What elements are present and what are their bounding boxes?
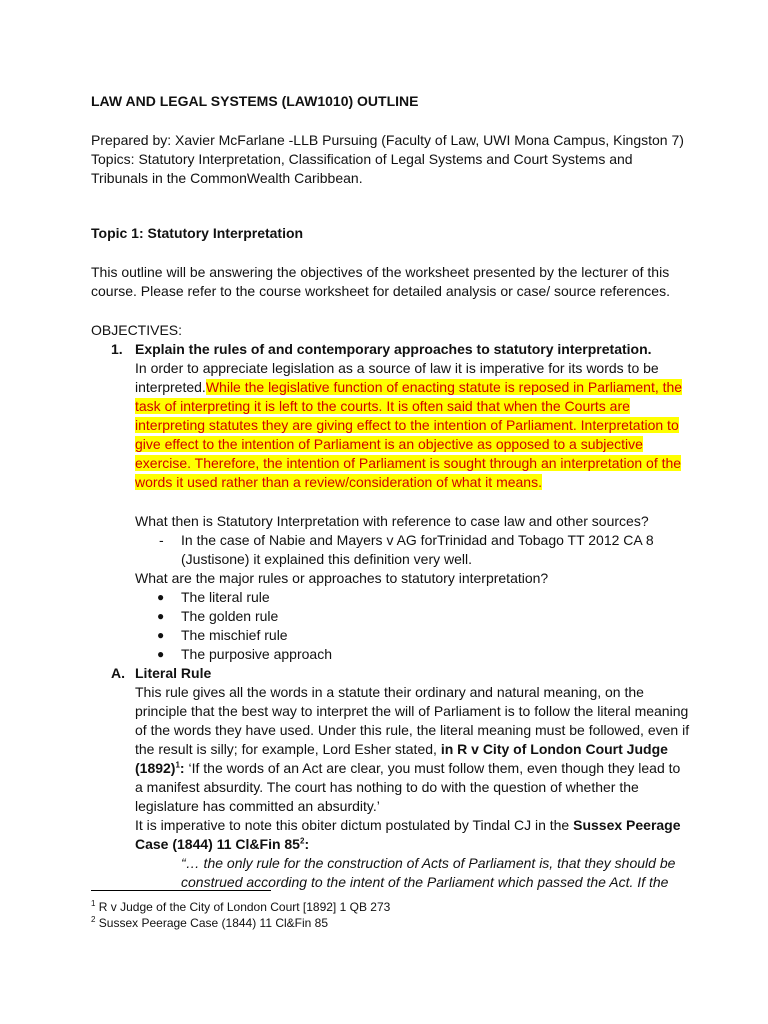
- intro-paragraph: This outline will be answering the objectives of the worksheet presented by the lecturer of this course. Please refer to the course worksheet for detailed analysis or case/ source references.: [91, 264, 670, 299]
- paragraph-text: It is imperative to note this obiter dictum postulated by Tindal CJ in the: [135, 817, 574, 833]
- objective-1: [91, 340, 691, 664]
- rule-label: The literal rule: [181, 589, 270, 605]
- prepared-by: Prepared by: Xavier McFarlane -LLB Pursuing (Faculty of Law, UWI Mona Campus, Kingston 7): [91, 132, 684, 148]
- paragraph-text: This rule gives all the words in a statute their ordinary and natural meaning, on the principle that the best way to interpret the will of Parliament is to follow the literal meaning of the words they have used. Under this rule, the literal meaning must be followed, even if the result is silly; for example, Lord Esher stated,: [135, 684, 690, 757]
- paragraph-text: ‘If the words of an Act are clear, you must follow them, even though they lead to a manifest absurdity. The court has nothing to do with the question of whether the legislature has committed an absurdity.’: [135, 760, 681, 814]
- footnote-divider: [91, 890, 271, 891]
- document-page: [91, 92, 691, 892]
- section-a: [91, 664, 691, 892]
- objectives-label: OBJECTIVES:: [91, 322, 183, 338]
- bullet-icon: ●: [157, 590, 165, 604]
- rule-label: The purposive approach: [181, 646, 332, 662]
- footnote-ref[interactable]: 2: [299, 836, 305, 846]
- objectives-list: [91, 340, 691, 892]
- footnote-ref[interactable]: 1: [175, 760, 180, 770]
- footnote-2: [91, 915, 390, 931]
- case-citation: Sussex Peerage Case (1844) 11 Cl&Fin 85: [135, 817, 681, 852]
- objective-1-heading: Explain the rules of and contemporary approaches to statutory interpretation.: [135, 341, 652, 357]
- objective-1-paragraph: [135, 359, 691, 492]
- obiter-paragraph: [135, 816, 691, 854]
- section-a-heading: Literal Rule: [135, 665, 212, 681]
- case-reference-text: In the case of Nabie and Mayers v AG forTrinidad and Tobago TT 2012 CA 8 (Justisone) it explained this definition very well.: [181, 532, 654, 567]
- tindal-quote: “… the only rule for the construction of Acts of Parliament is, that they should be construed according to the intent of the Parliament which passed the Act. If the: [181, 855, 676, 890]
- paragraph-plain-text: In order to appreciate legislation as a source of law it is imperative for its words to be interpreted.: [135, 360, 659, 395]
- list-item: [135, 588, 691, 607]
- footnote-number: 2: [91, 915, 96, 924]
- list-item: [135, 626, 691, 645]
- list-item: [135, 607, 691, 626]
- objective-1-number: 1.: [111, 341, 123, 357]
- footnotes: [91, 899, 390, 931]
- highlighted-text: While the legislative function of enacting statute is reposed in Parliament, the task of interpreting it is left to the courts. It is often said that when the Courts are interpreting statutes they are giving effect to the intention of Parliament. Interpretation to give effect to the intention of Parliament is an objective as opposed to a subjective exercise. Therefore, the intention of Parliament is sought through an interpretation of the words it used rather than a review/consideration of what it means.: [135, 379, 683, 490]
- rule-label: The mischief rule: [181, 627, 288, 643]
- rules-bullet-list: [135, 588, 691, 664]
- question-statutory-interpretation: What then is Statutory Interpretation with reference to case law and other sources?: [135, 513, 649, 529]
- footnote-text: Sussex Peerage Case (1844) 11 Cl&Fin 85: [95, 916, 329, 930]
- list-item: [135, 531, 691, 569]
- bullet-icon: ●: [157, 647, 165, 661]
- colon: :: [179, 760, 185, 776]
- case-dash-list: [135, 531, 691, 569]
- list-item: [135, 645, 691, 664]
- question-major-rules: What are the major rules or approaches to statutory interpretation?: [135, 570, 549, 586]
- bullet-icon: ●: [157, 628, 165, 642]
- topics-line: Topics: Statutory Interpretation, Classification of Legal Systems and Court Systems and Tribunals in the CommonWealth Caribbean.: [91, 151, 633, 186]
- case-citation: in R v City of London Court Judge (1892): [135, 741, 668, 776]
- colon: :: [304, 836, 310, 852]
- document-title: LAW AND LEGAL SYSTEMS (LAW1010) OUTLINE: [91, 93, 419, 109]
- footnote-number: 1: [91, 899, 96, 908]
- footnote-text: R v Judge of the City of London Court [1892] 1 QB 273: [95, 900, 391, 914]
- topic1-heading: Topic 1: Statutory Interpretation: [91, 225, 304, 241]
- dash-marker: -: [159, 532, 164, 548]
- footnote-1: [91, 899, 390, 915]
- rule-label: The golden rule: [181, 608, 279, 624]
- section-a-letter: A.: [111, 665, 125, 681]
- bullet-icon: ●: [157, 609, 165, 623]
- literal-rule-paragraph: [135, 683, 691, 816]
